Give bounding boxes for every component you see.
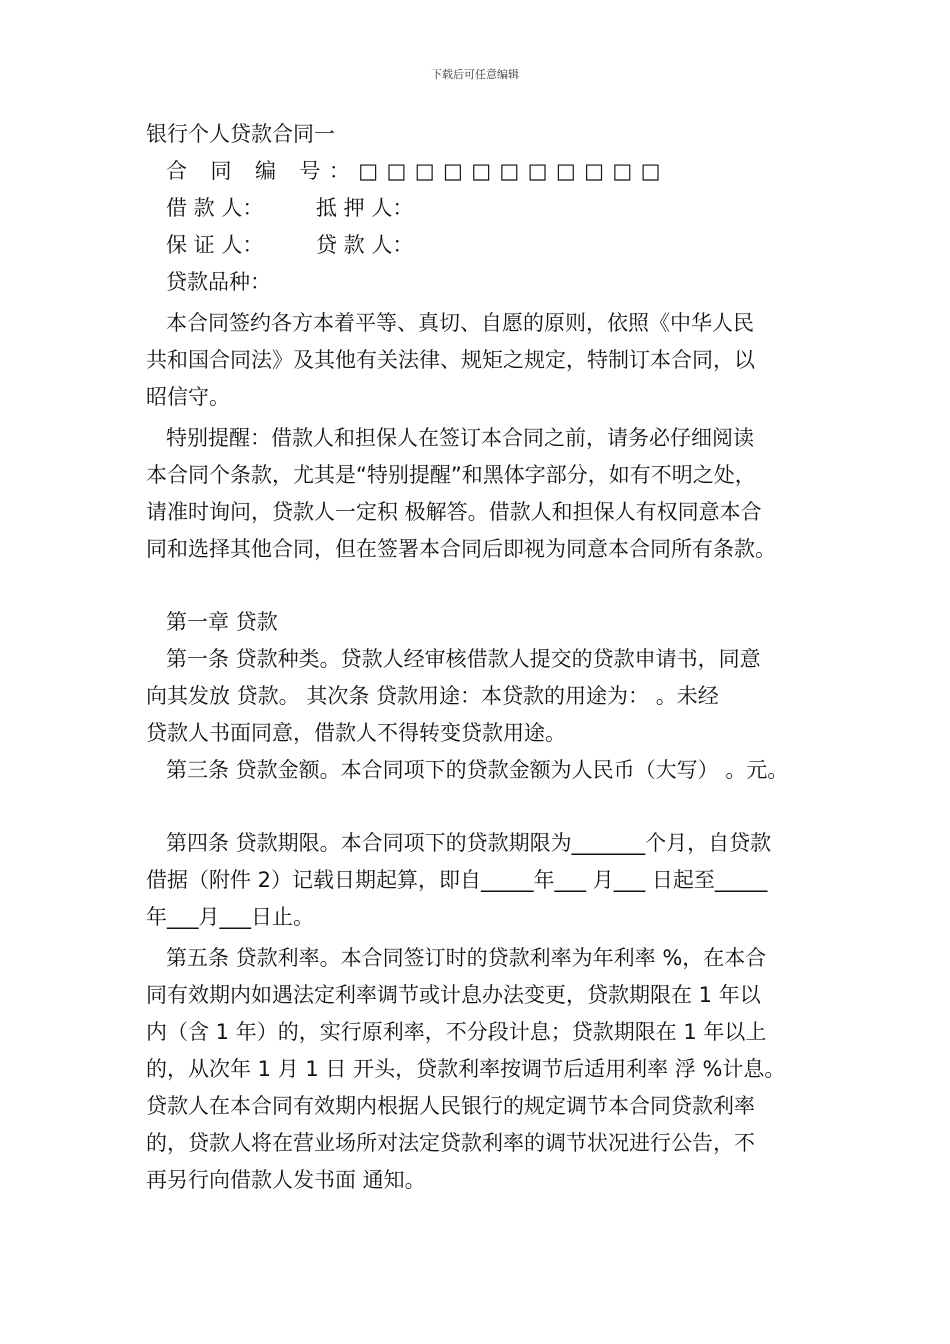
- header-note: 下载后可任意编辑: [431, 68, 519, 81]
- article-3-line: 第三条 贷款金额。本合同项下的贷款金额为人民币（大写） 。元。: [166, 758, 789, 782]
- borrower-label: 借 款 人：: [166, 196, 264, 220]
- article-line: 的，从次年 1 月 1 日 开头，贷款利率按调节后适用利率 浮 %计息。: [146, 1057, 786, 1081]
- article-line: 贷款人书面同意，借款人不得转变贷款用途。: [146, 721, 566, 745]
- parties-row-1: [146, 190, 826, 227]
- article-5-paragraph: [146, 940, 826, 1199]
- article-line: 第五条 贷款利率。本合同签订时的贷款利率为年利率 %，在本合: [166, 946, 767, 970]
- parties-row-2: [146, 227, 826, 264]
- article-line: 再另行向借款人发书面 通知。: [146, 1168, 426, 1192]
- preamble-paragraph: [146, 305, 826, 416]
- contract-number-line: 合 同 编 号：□□□□□□□□□□□: [166, 159, 669, 183]
- article-line: 的，贷款人将在营业场所对法定贷款利率的调节状况进行公告，不: [146, 1131, 755, 1155]
- article-line: 借据（附件 2）记载日期起算，即自_____年___ 月___ 日起至_____: [146, 868, 768, 892]
- document-title: 银行个人贷款合同一: [146, 122, 335, 146]
- preamble-line: 昭信守。: [146, 385, 230, 409]
- article-line: 向其发放 贷款。 其次条 贷款用途：本贷款的用途为： 。未经: [146, 684, 719, 708]
- preamble-line: 共和国合同法》及其他有关法律、规矩之规定，特制订本合同，以: [146, 348, 755, 372]
- guarantor-label: 保 证 人：: [166, 233, 264, 257]
- reminder-line: 特别提醒：借款人和担保人在签订本合同之前，请务必仔细阅读: [166, 426, 754, 450]
- article-line: 年___月___日止。: [146, 905, 314, 929]
- preamble-line: 本合同签约各方本着平等、真切、自愿的原则，依照《中华人民: [166, 311, 754, 335]
- article-4-paragraph: [146, 825, 826, 936]
- loan-type-label: 贷款品种：: [166, 270, 271, 294]
- reminder-paragraph: [146, 420, 826, 568]
- lender-label: 贷 款 人：: [316, 233, 414, 257]
- reminder-line: 本合同个条款，尤其是“特别提醒”和黑体字部分，如有不明之处，: [146, 463, 756, 487]
- article-line: 第一条 贷款种类。贷款人经审核借款人提交的贷款申请书，同意: [166, 647, 761, 671]
- article-line: 内（含 1 年）的，实行原利率，不分段计息；贷款期限在 1 年以上: [146, 1020, 767, 1044]
- document-body: [146, 116, 826, 1199]
- article-line: 贷款人在本合同有效期内根据人民银行的规定调节本合同贷款利率: [146, 1094, 755, 1118]
- article-line: 第四条 贷款期限。本合同项下的贷款期限为_______个月，自贷款: [166, 831, 772, 855]
- article-1-paragraph: [146, 641, 826, 752]
- article-line: 同有效期内如遇法定利率调节或计息办法变更，贷款期限在 1 年以: [146, 983, 761, 1007]
- reminder-line: 同和选择其他合同，但在签署本合同后即视为同意本合同所有条款。: [146, 537, 776, 561]
- chapter-heading: 第一章 贷款: [166, 610, 278, 634]
- reminder-line: 请准时询问，贷款人一定积 极解答。借款人和担保人有权同意本合: [146, 500, 762, 524]
- mortgagor-label: 抵 押 人：: [316, 196, 414, 220]
